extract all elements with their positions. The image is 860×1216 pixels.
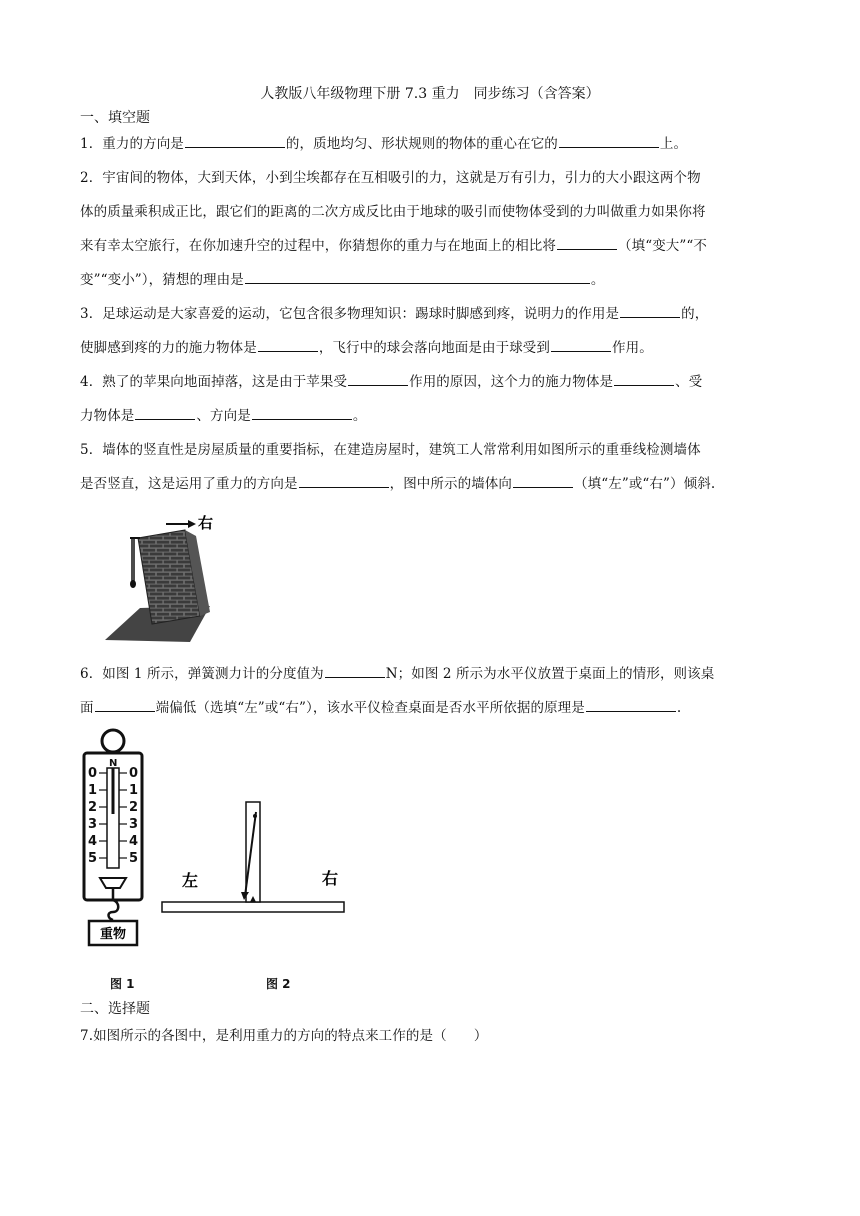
table-surface — [162, 902, 344, 912]
answer-blank[interactable] — [348, 371, 408, 386]
q6-text: 端偏低（选填“左”或“右”），该水平仪检查桌面是否水平所依据的原理是 — [155, 700, 585, 716]
right-label: 右 — [322, 869, 339, 888]
answer-blank[interactable] — [513, 473, 573, 488]
q7-text: 7.如图所示的各图中，是利用重力的方向的特点来工作的是（ ） — [80, 1028, 488, 1044]
tick-label-left: 2 — [88, 800, 98, 815]
question-3 — [80, 297, 780, 365]
q4-text: 、方向是 — [196, 408, 251, 424]
tick-label-right: 4 — [129, 834, 139, 849]
q3-text: 的， — [681, 306, 709, 322]
answer-blank[interactable] — [559, 133, 659, 148]
q4-text: 、受 — [675, 374, 703, 390]
q1-text-c: 上。 — [659, 136, 688, 152]
tick-label-right: 3 — [129, 817, 139, 832]
q3-text: 3．足球运动是大家喜爱的运动，它包含很多物理知识：踢球时脚感到疼，说明力的作用是 — [80, 306, 620, 322]
answer-blank[interactable] — [325, 663, 385, 678]
answer-blank[interactable] — [299, 473, 389, 488]
question-7 — [80, 1019, 780, 1053]
answer-blank[interactable] — [185, 133, 285, 148]
tick-label-right: 2 — [129, 800, 139, 815]
wall-plumb-figure — [100, 508, 220, 646]
q3-text: 使脚感到疼的力的施力物体是 — [80, 340, 257, 356]
tick-label-left: 0 — [88, 766, 98, 781]
figure-1-caption: 图 1 — [110, 977, 135, 991]
q4-text: 力物体是 — [80, 408, 135, 424]
tick-label-left: 3 — [88, 817, 98, 832]
q1-text-a: 1．重力的方向是 — [80, 136, 184, 152]
q4-text: 。 — [352, 408, 367, 424]
q2-text: 来有幸太空旅行，在你加速升空的过程中，你猜想你的重力与在地面上的相比将 — [80, 238, 556, 254]
q3-text: ，飞行中的球会落向地面是由于球受到 — [318, 340, 551, 356]
question-5 — [80, 433, 780, 501]
q4-text: 作用的原因，这个力的施力物体是 — [409, 374, 614, 390]
arrow-label: 右 — [198, 514, 214, 532]
tick-label-left: 5 — [88, 851, 98, 866]
q2-line: 体的质量乘积成正比，跟它们的距离的二次方成反比由于地球的吸引而使物体受到的力叫做重力如果你将 — [80, 204, 706, 220]
tick-label-left: 1 — [88, 783, 98, 798]
question-1 — [80, 127, 780, 161]
q2-text: （填“变大”“不 — [618, 238, 708, 254]
page-title: 人教版八年级物理下册 7.3 重力 同步练习（含答案） — [260, 86, 600, 102]
q6-text: 6．如图 1 所示，弹簧测力计的分度值为 — [80, 666, 324, 682]
answer-blank[interactable] — [252, 405, 352, 420]
section-heading-fill: 一、填空题 — [80, 110, 150, 126]
tick-label-right: 0 — [129, 766, 139, 781]
tick-label-left: 4 — [88, 834, 98, 849]
answer-blank[interactable] — [557, 235, 617, 250]
answer-blank[interactable] — [614, 371, 674, 386]
q3-text: 作用。 — [612, 340, 653, 356]
unit-label: N — [109, 758, 118, 769]
answer-blank[interactable] — [586, 697, 676, 712]
level-figure — [160, 800, 350, 920]
q4-text: 4．熟了的苹果向地面掉落，这是由于苹果受 — [80, 374, 348, 390]
q2-line: 2．宇宙间的物体，大到天体，小到尘埃都存在互相吸引的力，这就是万有引力，引力的大小跟这两个物 — [80, 170, 701, 186]
q5-text: （填“左”或“右”）倾斜. — [574, 476, 716, 492]
left-label: 左 — [182, 871, 199, 890]
answer-blank[interactable] — [95, 697, 155, 712]
answer-blank[interactable] — [135, 405, 195, 420]
tick-label-right: 5 — [129, 851, 139, 866]
question-6 — [80, 657, 780, 725]
q6-text: N；如图 2 所示为水平仪放置于桌面上的情形，则该桌 — [385, 666, 715, 682]
figure-2-caption: 图 2 — [266, 977, 291, 991]
q5-text: ，图中所示的墙体向 — [389, 476, 513, 492]
q2-text: 变”“变小”），猜想的理由是 — [80, 272, 244, 288]
q6-text: 面 — [80, 700, 94, 716]
answer-blank[interactable] — [258, 337, 318, 352]
q1-text-b: 的，质地均匀、形状规则的物体的重心在它的 — [285, 136, 558, 152]
weight-label: 重物 — [99, 927, 127, 942]
q6-text: . — [676, 700, 682, 716]
q5-text: 是否竖直，这是运用了重力的方向是 — [80, 476, 298, 492]
answer-blank[interactable] — [551, 337, 611, 352]
answer-blank[interactable] — [620, 303, 680, 318]
question-2 — [80, 161, 780, 297]
section-heading-choice: 二、选择题 — [80, 1001, 150, 1017]
tick-label-right: 1 — [129, 783, 139, 798]
spring-scale-figure — [80, 728, 160, 950]
q5-line: 5．墙体的竖直性是房屋质量的重要指标，在建造房屋时，建筑工人常常利用如图所示的重垂线检测墙体 — [80, 442, 701, 458]
q2-text: 。 — [590, 272, 605, 288]
answer-blank[interactable] — [245, 269, 590, 284]
question-4 — [80, 365, 780, 433]
